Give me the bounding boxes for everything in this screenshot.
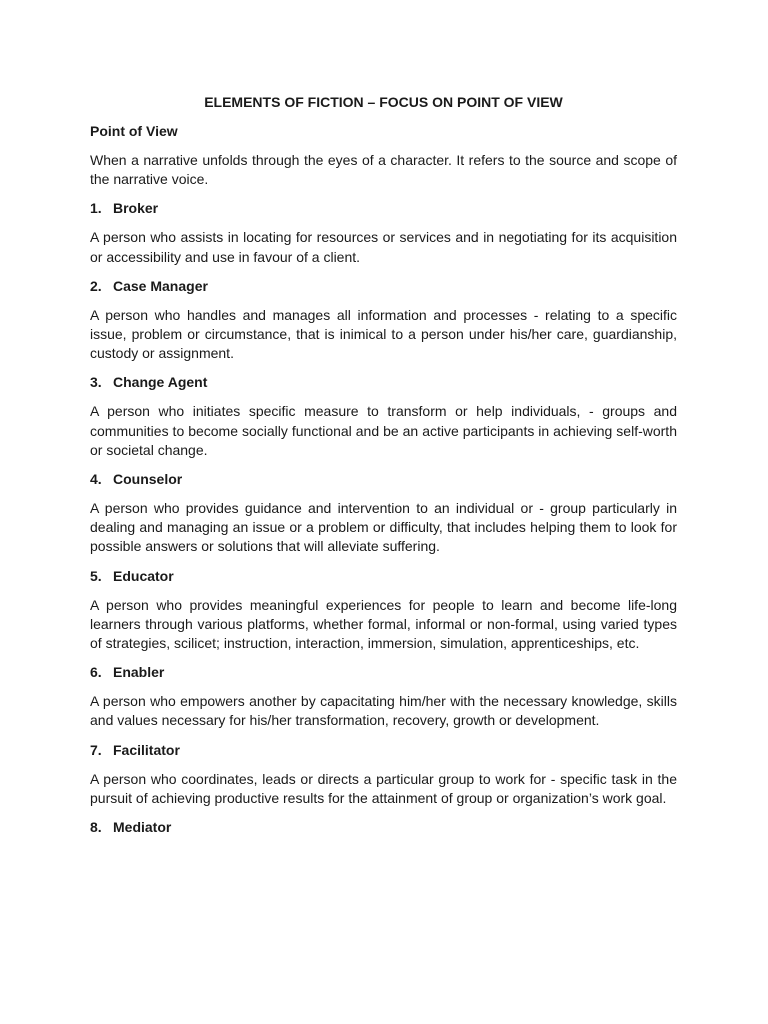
item-description-change-agent: A person who initiates specific measure to transform or help individuals, - groups and communities to become socially functional and be an active participants in achieving self-worth or societal change. xyxy=(90,403,677,458)
item-heading-mediator xyxy=(90,818,677,837)
item-title: Counselor xyxy=(113,471,183,488)
item-heading-enabler xyxy=(90,663,677,682)
item-description-counselor: A person who provides guidance and intervention to an individual or - group particularly in dealing and managing an issue or a problem or difficulty, that includes helping them to look for possible answers or solutions that will alleviate suffering. xyxy=(90,500,677,555)
item-number: 1. xyxy=(90,200,102,217)
item-heading-change-agent xyxy=(90,373,677,392)
item-heading-facilitator xyxy=(90,741,677,760)
item-heading-counselor xyxy=(90,470,677,489)
item-number: 3. xyxy=(90,374,102,391)
intro-paragraph: When a narrative unfolds through the eyes of a character. It refers to the source and scope of the narrative voice. xyxy=(90,152,677,188)
item-description-facilitator: A person who coordinates, leads or directs a particular group to work for - specific task in the pursuit of achieving productive results for the attainment of group or organization’s work goal. xyxy=(90,770,677,806)
item-title: Change Agent xyxy=(113,374,208,391)
item-number: 7. xyxy=(90,741,102,758)
item-number: 8. xyxy=(90,819,102,836)
item-number: 4. xyxy=(90,471,102,488)
item-description-case-manager: A person who handles and manages all information and processes - relating to a specific issue, problem or circumstance, that is inimical to a person under his/her care, guardianship, custody or assignment. xyxy=(90,306,677,362)
item-title: Educator xyxy=(113,567,174,584)
item-description-educator: A person who provides meaningful experiences for people to learn and become life-long learners through various platforms, whether formal, informal or non-formal, using varied types of strategies, scilicet; instruction, interaction, immersion, simulation, apprenticeships, etc. xyxy=(90,596,677,652)
item-title: Enabler xyxy=(113,664,165,681)
document-title: ELEMENTS OF FICTION – FOCUS ON POINT OF VIEW xyxy=(204,94,563,110)
item-number: 2. xyxy=(90,277,102,294)
item-number: 5. xyxy=(90,567,102,584)
item-heading-educator xyxy=(90,567,677,586)
item-title: Mediator xyxy=(113,819,172,836)
item-description-enabler: A person who empowers another by capacitating him/her with the necessary knowledge, skills and values necessary for his/her transformation, recovery, growth or development. xyxy=(90,693,677,729)
item-description-broker: A person who assists in locating for resources or services and in negotiating for its acquisition or accessibility and use in favour of a client. xyxy=(90,229,677,265)
section-heading: Point of View xyxy=(90,123,178,139)
item-title: Broker xyxy=(113,200,159,217)
document-page xyxy=(90,93,677,847)
item-title: Case Manager xyxy=(113,277,208,294)
item-heading-case-manager xyxy=(90,277,677,296)
item-title: Facilitator xyxy=(113,741,180,758)
item-heading-broker xyxy=(90,199,677,218)
item-number: 6. xyxy=(90,664,102,681)
